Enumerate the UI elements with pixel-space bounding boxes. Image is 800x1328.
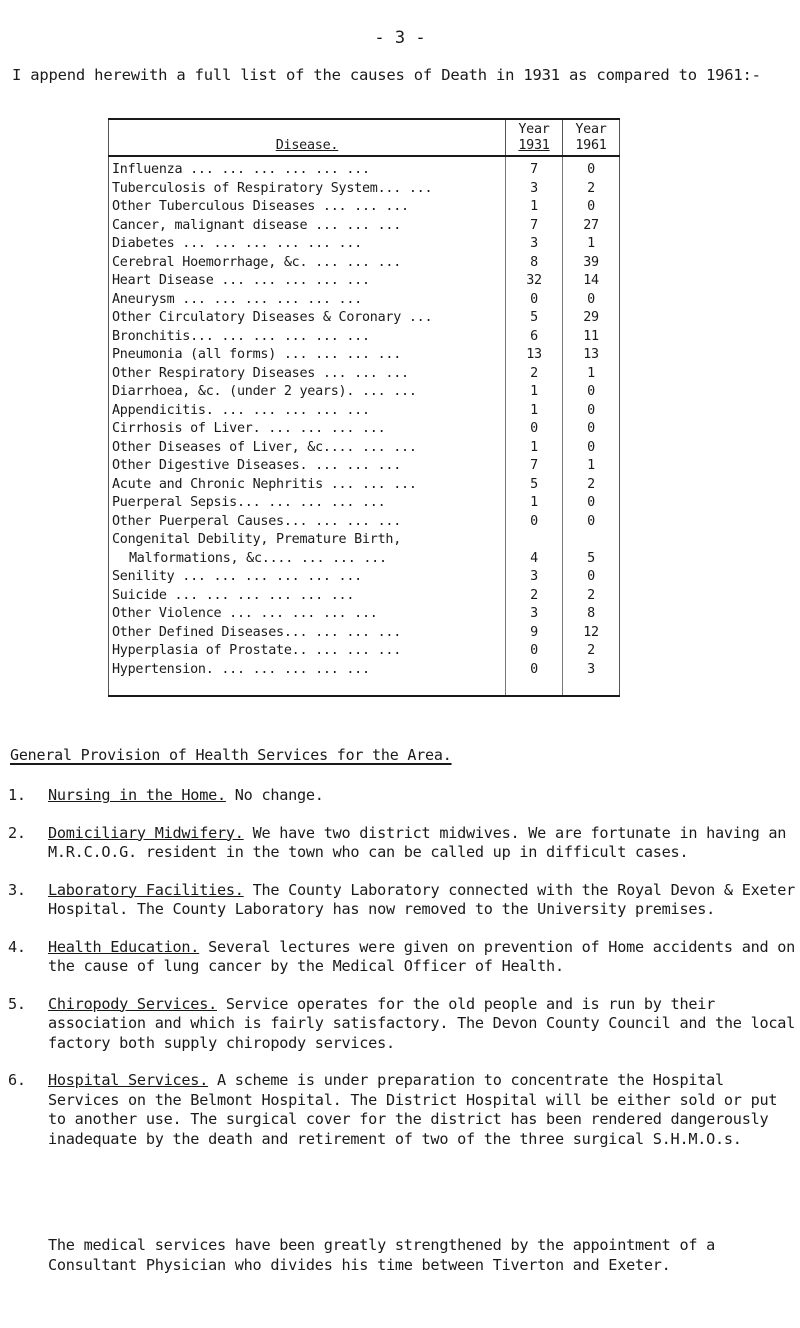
table-row xyxy=(109,457,620,476)
table-row xyxy=(109,180,620,199)
disease-name: Appendicitis. ... ... ... ... ... xyxy=(112,402,370,418)
item-heading: Chiropody Services. xyxy=(48,994,217,1013)
deaths-1931: 1 xyxy=(506,402,563,421)
disease-name: Aneurysm ... ... ... ... ... ... xyxy=(112,291,362,307)
disease-name: Other Circulatory Diseases & Coronary ... xyxy=(112,310,433,325)
deaths-1961: 2 xyxy=(563,587,620,606)
table-row xyxy=(109,420,620,439)
deaths-1931: 1 xyxy=(506,494,563,513)
deaths-1931: 0 xyxy=(506,420,563,439)
deaths-1931: 32 xyxy=(506,272,563,291)
services-list xyxy=(8,786,796,1167)
deaths-1931: 3 xyxy=(506,235,563,254)
disease-name: Diarrhoea, &c. (under 2 years). ... ... xyxy=(112,384,417,399)
disease-name: Bronchitis... ... ... ... ... ... xyxy=(112,328,370,344)
deaths-1961: 1 xyxy=(563,457,620,476)
table-row xyxy=(109,383,620,402)
causes-of-death-table xyxy=(108,118,620,697)
deaths-1931: 5 xyxy=(506,309,563,328)
disease-name: Pneumonia (all forms) ... ... ... ... xyxy=(112,347,402,362)
deaths-1931: 0 xyxy=(506,291,563,310)
deaths-1961: 2 xyxy=(563,642,620,661)
disease-name: Influenza ... ... ... ... ... ... xyxy=(112,162,370,177)
disease-name: Hypertension. ... ... ... ... ... xyxy=(112,661,370,677)
deaths-1931: 8 xyxy=(506,254,563,273)
item-body xyxy=(48,1071,796,1149)
table-row xyxy=(109,365,620,384)
deaths-1931: 5 xyxy=(506,476,563,495)
item-body xyxy=(48,824,796,863)
deaths-1961 xyxy=(563,531,620,550)
item-body xyxy=(48,786,796,806)
table-row xyxy=(109,291,620,310)
deaths-1961: 2 xyxy=(563,476,620,495)
item-text: The County Laboratory connected with the Royal Devon & Exeter Hospital. The County Laboratory has now removed to the University premises. xyxy=(48,880,796,918)
deaths-1961: 0 xyxy=(563,156,620,180)
item-heading: Health Education. xyxy=(48,937,200,956)
table-row xyxy=(109,550,620,569)
deaths-1961: 0 xyxy=(563,291,620,310)
deaths-1931: 0 xyxy=(506,513,563,532)
deaths-1961: 29 xyxy=(563,309,620,328)
deaths-1931: 7 xyxy=(506,217,563,236)
table-row xyxy=(109,346,620,365)
deaths-1961: 2 xyxy=(563,180,620,199)
table-row xyxy=(109,587,620,606)
item-number: 3. xyxy=(8,880,26,899)
disease-name: Other Digestive Diseases. ... ... ... xyxy=(112,458,402,473)
deaths-1961: 0 xyxy=(563,568,620,587)
deaths-1931: 1 xyxy=(506,383,563,402)
table-row xyxy=(109,402,620,421)
disease-name: Other Puerperal Causes... ... ... ... xyxy=(112,513,402,529)
deaths-1931: 0 xyxy=(506,642,563,661)
disease-name: Other Respiratory Diseases ... ... ... xyxy=(112,365,409,381)
deaths-1961: 27 xyxy=(563,217,620,236)
table-row xyxy=(109,661,620,697)
section-title: General Provision of Health Services for the Area. xyxy=(10,746,452,764)
table-row xyxy=(109,605,620,624)
table-row xyxy=(109,624,620,643)
deaths-1931: 3 xyxy=(506,605,563,624)
disease-name: Other Tuberculous Diseases ... ... ... xyxy=(112,199,409,214)
deaths-1961: 8 xyxy=(563,605,620,624)
service-item xyxy=(8,786,796,806)
intro-text: I append herewith a full list of the causes of Death in 1931 as compared to 1961:- xyxy=(12,66,761,84)
disease-name: Heart Disease ... ... ... ... ... xyxy=(112,273,370,288)
deaths-1931: 3 xyxy=(506,568,563,587)
deaths-1961: 13 xyxy=(563,346,620,365)
deaths-1931 xyxy=(506,531,563,550)
closing-paragraph: The medical services have been greatly strengthened by the appointment of a Consultant Physician who divides his time between Tiverton and Exeter. xyxy=(48,1236,716,1274)
disease-name: Hyperplasia of Prostate.. ... ... ... xyxy=(112,643,402,658)
item-text: No change. xyxy=(225,786,324,804)
deaths-1961: 0 xyxy=(563,420,620,439)
deaths-1931: 9 xyxy=(506,624,563,643)
table-row xyxy=(109,513,620,532)
table-row xyxy=(109,494,620,513)
table-row xyxy=(109,254,620,273)
table-row xyxy=(109,642,620,661)
table-row xyxy=(109,439,620,458)
deaths-1961: 11 xyxy=(563,328,620,347)
item-text: Service operates for the old people and is run by their association and which is fairly satisfactory. The Devon County Council and the local factory both supply chiropody services. xyxy=(48,994,796,1052)
table-row xyxy=(109,198,620,217)
deaths-1961: 0 xyxy=(563,383,620,402)
table-row xyxy=(109,328,620,347)
item-heading: Domiciliary Midwifery. xyxy=(48,823,244,842)
table-row xyxy=(109,309,620,328)
service-item xyxy=(8,995,796,1054)
table-row xyxy=(109,272,620,291)
disease-name: Suicide ... ... ... ... ... ... xyxy=(112,587,355,603)
table-row xyxy=(109,476,620,495)
deaths-1931: 7 xyxy=(506,457,563,476)
service-item xyxy=(8,881,796,920)
disease-name: Puerperal Sepsis... ... ... ... ... xyxy=(112,495,386,510)
deaths-1931: 6 xyxy=(506,328,563,347)
item-text: A scheme is under preparation to concentrate the Hospital Services on the Belmont Hospital. The District Hospital will be either sold or put to another use. The surgical cover for the district has been rendered dangerously inadequate by the death and retirement of two of the three surgical S.H.M.O.s. xyxy=(48,1071,778,1148)
service-item xyxy=(8,1071,796,1149)
table-row xyxy=(109,156,620,180)
item-body xyxy=(48,995,796,1054)
deaths-1961: 1 xyxy=(563,365,620,384)
deaths-1961: 1 xyxy=(563,235,620,254)
deaths-1961: 3 xyxy=(563,661,620,697)
item-text: Several lectures were given on prevention of Home accidents and on the cause of lung cancer by the Medical Officer of Health. xyxy=(48,937,796,975)
table-row xyxy=(109,217,620,236)
deaths-1961: 12 xyxy=(563,624,620,643)
deaths-1961: 5 xyxy=(563,550,620,569)
disease-name: Other Defined Diseases... ... ... ... xyxy=(112,624,402,640)
deaths-1931: 7 xyxy=(506,156,563,180)
table-row xyxy=(109,568,620,587)
item-text: We have two district midwives. We are fortunate in having an M.R.C.O.G. resident in the town who can be called up in difficult cases. xyxy=(48,823,787,861)
deaths-1931: 13 xyxy=(506,346,563,365)
item-heading: Nursing in the Home. xyxy=(48,786,226,804)
deaths-1961: 0 xyxy=(563,198,620,217)
deaths-1931: 1 xyxy=(506,198,563,217)
table-body xyxy=(109,156,620,696)
table-row xyxy=(109,235,620,254)
disease-name: Other Diseases of Liver, &c.... ... ... xyxy=(112,439,417,455)
disease-name: Tuberculosis of Respiratory System... ... xyxy=(112,180,433,196)
item-body xyxy=(48,881,796,920)
deaths-1961: 0 xyxy=(563,513,620,532)
item-body xyxy=(48,938,796,977)
disease-name: Senility ... ... ... ... ... ... xyxy=(112,569,362,584)
deaths-1961: 14 xyxy=(563,272,620,291)
service-item xyxy=(8,938,796,977)
deaths-1931: 0 xyxy=(506,661,563,697)
year-1961-header: Year 1961 xyxy=(563,119,620,156)
disease-name: Acute and Chronic Nephritis ... ... ... xyxy=(112,476,417,492)
disease-name: Diabetes ... ... ... ... ... ... xyxy=(112,236,362,251)
deaths-1931: 4 xyxy=(506,550,563,569)
deaths-1931: 1 xyxy=(506,439,563,458)
disease-name: Malformations, &c.... ... ... ... xyxy=(129,550,387,566)
deaths-1931: 2 xyxy=(506,587,563,606)
item-number: 1. xyxy=(8,786,26,804)
item-number: 6. xyxy=(8,1071,26,1089)
deaths-1961: 0 xyxy=(563,494,620,513)
item-number: 2. xyxy=(8,823,26,842)
disease-name: Congenital Debility, Premature Birth, xyxy=(112,532,402,547)
disease-name: Cerebral Hoemorrhage, &c. ... ... ... xyxy=(112,254,402,270)
disease-name: Cancer, malignant disease ... ... ... xyxy=(112,217,402,233)
item-heading: Hospital Services. xyxy=(48,1071,209,1089)
page-number: - 3 - xyxy=(374,28,426,48)
year-1931-header: Year 1931 xyxy=(506,119,563,156)
deaths-1961: 0 xyxy=(563,402,620,421)
item-number: 5. xyxy=(8,994,26,1013)
deaths-1931: 2 xyxy=(506,365,563,384)
deaths-1961: 0 xyxy=(563,439,620,458)
item-number: 4. xyxy=(8,937,26,956)
deaths-1961: 39 xyxy=(563,254,620,273)
disease-name: Cirrhosis of Liver. ... ... ... ... xyxy=(112,421,386,436)
table-header-row xyxy=(109,119,620,156)
disease-column-header: Disease. xyxy=(109,119,506,156)
service-item xyxy=(8,824,796,863)
item-heading: Laboratory Facilities. xyxy=(48,880,244,899)
disease-name: Other Violence ... ... ... ... ... xyxy=(112,606,378,621)
table-row xyxy=(109,531,620,550)
deaths-1931: 3 xyxy=(506,180,563,199)
